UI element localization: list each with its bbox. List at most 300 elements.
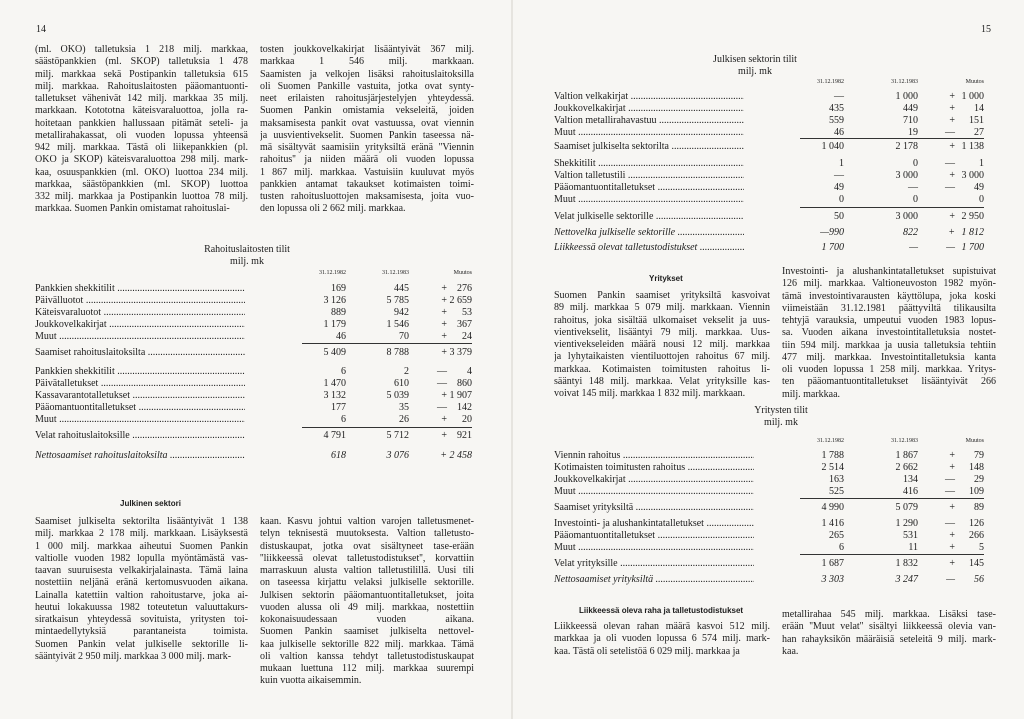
text-line: Julkisen sektorin pääomantuontitalletukset, joita [260, 589, 474, 601]
cell-1983: 26 [399, 414, 409, 425]
text-line: on taseessa kirjattu velaksi julkiselle sektorille. [260, 577, 474, 589]
cell-1982: 177 [331, 402, 346, 413]
change-sign: — [945, 127, 955, 138]
text-line: sa. Vuoden aikana investointitalletuksia nostet- [782, 327, 996, 339]
cell-1983: 3 000 [895, 211, 918, 222]
cell-1983: 0 [913, 194, 918, 205]
cell-1983: 134 [903, 474, 918, 485]
table-row [554, 182, 987, 194]
text-line: markkaa. Kotimaisten toimitusten rahoitus li- [554, 363, 770, 375]
companies-table [554, 438, 987, 588]
text-line: ja uusvientivekselit. Suomen Pankin taseessa nä- [260, 129, 474, 141]
cell-1983: 1 546 [386, 319, 409, 330]
text-line: hoitetaan pankkien hallussaan pitämät seteli- ja [35, 117, 248, 129]
cell-1983: 5 039 [386, 390, 409, 401]
cell-change: 1 [979, 158, 984, 169]
table-title-financial-institutions: Rahoituslaitosten tilit milj. mk [204, 244, 290, 267]
cell-change: 109 [969, 486, 984, 497]
cell-1983: 1 867 [895, 450, 918, 461]
row-label: Käteisvaraluotot ..... [35, 307, 245, 319]
text-block-financial-institutions-2 [260, 44, 474, 216]
cell-1983: 70 [399, 331, 409, 342]
text-line: Suomen Pankin saamiset yrityksiltä kasvoivat [554, 290, 770, 301]
table-row [35, 378, 475, 390]
text-line: Suomen Pankin velat julkiselle sektorille li- [35, 638, 248, 650]
cell-change: 24 [462, 331, 472, 342]
text-line: vuoden alussa oli 49 milj. markkaa, nostettiin [260, 601, 474, 613]
row-label: Velat julkiselle sektorille ..... [554, 211, 744, 223]
column-header: Muutos [965, 438, 984, 444]
cell-change: 1 812 [961, 227, 984, 238]
table-row [554, 518, 987, 530]
change-sign: + [949, 211, 955, 222]
table-row [554, 194, 987, 206]
cell-1983: 5 785 [386, 295, 409, 306]
cell-1982: 1 700 [821, 242, 844, 253]
row-label: Muut ..... [35, 331, 245, 343]
cell-change: 56 [974, 574, 984, 585]
text-line: oli Suomen Pankille vastuita, jotka ovat synty- [260, 80, 474, 92]
text-line: viimeistään 31.12.1981 päättyviltä tilikausilta [782, 302, 996, 314]
cell-1982: 5 409 [323, 347, 346, 358]
text-line: erään ''Muut velat'' sisältyi liikkeessä olevia van- [782, 621, 996, 633]
row-label: Valtion talletustili ..... [554, 170, 744, 182]
change-sign: + [441, 295, 447, 306]
cell-change: 53 [462, 307, 472, 318]
text-line: markkaa ja oli vuoden lopussa 6 574 milj. mark- [554, 633, 770, 645]
change-sign: + [441, 390, 447, 401]
cell-1982: 2 514 [821, 462, 844, 473]
cell-change: 126 [969, 518, 984, 529]
text-line: 942 milj. markkaa. Tästä oli liikepankkien (pl. [35, 142, 248, 153]
text-line: kaa julkiselle sektorille 822 milj. markkaa. Tämä [260, 638, 474, 650]
text-line: tosten joukkovelkakirjat lisääntyivät 367 milj. [260, 44, 474, 55]
row-label: Päivälluotot ..... [35, 295, 245, 307]
cell-change: 2 458 [449, 450, 472, 461]
row-label: Liikkeessä olevat talletustodistukset ..... [554, 242, 744, 254]
table-row [35, 307, 475, 319]
text-line: 1 000 milj. markkaa aiheutui Suomen Pankin [35, 540, 248, 552]
cell-change: 1 000 [961, 91, 984, 102]
change-sign: + [949, 450, 955, 461]
table-row [554, 115, 987, 127]
cell-1983: 942 [394, 307, 409, 318]
cell-1983: 416 [903, 486, 918, 497]
cell-1983: 610 [394, 378, 409, 389]
change-sign: + [949, 141, 955, 152]
cell-change: 79 [974, 450, 984, 461]
cell-1982: 1 470 [323, 378, 346, 389]
row-label: Joukkovelkakirjat ..... [554, 103, 744, 115]
change-sign: — [945, 518, 955, 529]
cell-1982: 1 687 [821, 558, 844, 569]
text-line: valtiolle vuoden 1982 lopulla myöntämästä vas- [35, 552, 248, 564]
cell-change: 1 907 [449, 390, 472, 401]
change-sign: + [948, 227, 955, 238]
text-line: voivat 145 milj. markkaa 1 832 milj. markkaan. [554, 388, 746, 399]
cell-1983: 710 [903, 115, 918, 126]
row-label: Muut ..... [554, 486, 754, 498]
cell-change: 266 [969, 530, 984, 541]
row-label: Valtion metallirahavastuu ..... [554, 115, 744, 127]
change-sign: + [440, 450, 447, 461]
text-line: tiin 594 milj. markkaa ja uusia talletuksia tehtiin [782, 339, 996, 351]
table-row [554, 502, 987, 514]
cell-1982: 435 [829, 103, 844, 114]
text-line: metallirahaa 545 milj. markkaa. Lisäksi tase- [782, 609, 996, 620]
section-heading-currency: Liikkeessä oleva raha ja talletustodistukset [579, 606, 744, 615]
text-line: mä sisältyvät saamisiin yrityksiltä eränä ''Viennin [260, 142, 474, 153]
column-header: 31.12.1982 [817, 79, 844, 85]
text-line: neet erilaisten rahoitusjärjestelyjen yhteydessä. [260, 93, 474, 104]
cell-change: 142 [457, 402, 472, 413]
cell-1983: 5 712 [386, 430, 409, 441]
cell-1982: 46 [336, 331, 346, 342]
change-sign: + [949, 462, 955, 473]
table-rule [800, 498, 984, 499]
cell-1983: 531 [903, 530, 918, 541]
table-row [35, 414, 475, 426]
cell-1983: 1 000 [895, 91, 918, 102]
row-label: Saamiset julkiselta sektorilta ..... [554, 141, 744, 153]
table-row [554, 486, 987, 498]
text-block-public-sector-1 [35, 516, 248, 663]
cell-1983: 8 788 [386, 347, 409, 358]
cell-1983: 19 [908, 127, 918, 138]
row-label: Nettovelka julkiselle sektorille ..... [554, 227, 744, 239]
cell-1982: 1 788 [821, 450, 844, 461]
cell-1982: 1 179 [323, 319, 346, 330]
text-line: kaa. [782, 645, 799, 657]
cell-1983: — [909, 242, 918, 253]
change-sign: + [441, 307, 447, 318]
text-line: kaan. Kasvu johtui valtion varojen talletusmenet- [260, 516, 474, 527]
row-label: Muut ..... [554, 127, 744, 139]
table-row [35, 331, 475, 343]
text-line: Investointi- ja alushankintatalletukset supistuivat [782, 266, 996, 277]
text-line: kuin vuotta aikaisemmin. [260, 675, 362, 687]
change-sign: + [949, 170, 955, 181]
text-line: Liikkeessä olevan rahan määrä kasvoi 512 milj. [554, 621, 770, 632]
text-line: markkaa 1 546 milj. markkaan. [260, 56, 474, 68]
text-line: 477 milj. markkaa. Investointitalletuksia kanta [782, 351, 996, 363]
text-line: nostettiin neljänä eränä kertomusvuoden aikana. [35, 577, 248, 589]
text-line: 332 milj. markkaa ja Postipankin luottoa 78 milj. [35, 191, 248, 202]
row-label: Muut ..... [554, 542, 754, 554]
text-line: ja lyhytaikaisten vientiluottojen rahoitus 67 milj. [554, 351, 770, 363]
text-line: sääntyivät 2 950 milj. markkaa 3 000 milj. mark- [35, 650, 232, 662]
table-row [35, 295, 475, 307]
change-sign: + [949, 115, 955, 126]
table-row [554, 474, 987, 486]
page-number-left: 14 [36, 24, 46, 35]
row-label: Joukkovelkakirjat ..... [554, 474, 754, 486]
cell-change: 5 [979, 542, 984, 553]
cell-1982: 0 [839, 194, 844, 205]
cell-change: 367 [457, 319, 472, 330]
change-sign: — [945, 486, 955, 497]
change-sign: + [441, 347, 447, 358]
cell-1983: 3 000 [895, 170, 918, 181]
table-rule [302, 343, 472, 344]
cell-1982: 525 [829, 486, 844, 497]
table-row [554, 450, 987, 462]
text-line: metallirahakassat, oli vuoden lopussa yhteensä [35, 129, 248, 141]
text-line: (ml. OKO) talletuksia 1 218 milj. markkaa, [35, 44, 248, 55]
row-label: Saamiset rahoituslaitoksilta ..... [35, 347, 245, 359]
cell-1983: 3 247 [895, 574, 918, 585]
change-sign: — [945, 182, 955, 193]
row-label: Viennin rahoitus ..... [554, 450, 754, 462]
cell-change: 860 [457, 378, 472, 389]
cell-change: 49 [974, 182, 984, 193]
text-line: pankkien antamat takaukset kotimaisten toimi- [260, 178, 474, 190]
table-row [554, 462, 987, 474]
text-line: markkaan. Kotototna käteisvaraluottoa, jolla ra- [35, 105, 248, 117]
text-line: mukaan luettuna 112 milj. markkaa suurempi [260, 663, 474, 674]
cell-1982: 889 [331, 307, 346, 318]
text-line: OKO ja SKOP) käteisvaraluottoa 298 milj. mark- [35, 154, 248, 166]
public-sector-table [554, 79, 987, 257]
table-row [554, 211, 987, 223]
row-label: Kotimaisten toimitusten rahoitus ..... [554, 462, 754, 474]
change-sign: — [946, 574, 955, 585]
text-line: distuskaupat, jotka ovat sisältyneet tase-erään [260, 540, 474, 552]
row-label: Valtion velkakirjat ..... [554, 91, 744, 103]
text-block-public-sector-2 [260, 516, 474, 688]
text-line: maksamisesta pankit ovat vastuussa, ovat viennin [260, 117, 474, 129]
change-sign: + [441, 331, 447, 342]
text-block-companies-2 [782, 266, 996, 401]
cell-change: 3 379 [449, 347, 472, 358]
cell-1983: 35 [399, 402, 409, 413]
cell-1982: 1 [839, 158, 844, 169]
change-sign: + [949, 91, 955, 102]
cell-1983: 5 079 [895, 502, 918, 513]
cell-1983: 445 [394, 283, 409, 294]
column-header: 31.12.1983 [891, 438, 918, 444]
text-line: oli valtion kanssa tehdyt talletustodistuskaupat [260, 650, 474, 662]
change-sign: — [437, 366, 447, 377]
change-sign: + [949, 542, 955, 553]
text-line: kokonaisuudessaan vuoden aikana. [260, 614, 474, 625]
text-line: markkaa. Suomen Pankin omistamat rahoituslai- [35, 203, 230, 215]
cell-1982: 169 [331, 283, 346, 294]
table-rule [302, 427, 472, 428]
cell-1982: 265 [829, 530, 844, 541]
table-rule [800, 554, 984, 555]
change-sign: + [949, 502, 955, 513]
table-row [35, 390, 475, 402]
cell-change: 29 [974, 474, 984, 485]
cell-1983: 1 832 [895, 558, 918, 569]
table-row [35, 283, 475, 295]
text-line: sääntyi 148 milj. markkaa. Velat yrityksille kas- [554, 375, 770, 387]
cell-1982: 618 [331, 450, 346, 461]
cell-change: 0 [979, 194, 984, 205]
cell-1983: 11 [908, 542, 918, 553]
table-row [554, 103, 987, 115]
cell-1983: 0 [913, 158, 918, 169]
table-row [554, 542, 987, 554]
text-line: kaa, osuuspankkien (ml. OKO) luottoa 234 milj. [35, 166, 248, 178]
cell-1983: 822 [903, 227, 918, 238]
cell-1982: — [834, 91, 844, 102]
row-label: Nettosaamiset rahoituslaitoksilta ..... [35, 450, 245, 462]
cell-1982: 46 [834, 127, 844, 138]
cell-change: 2 950 [961, 211, 984, 222]
text-line: Suomen Pankin saamiset julkiselta nettovel- [260, 626, 474, 638]
cell-1982: —990 [820, 227, 844, 238]
text-line: Saamisten ja velkojen lisäksi rahoituslaitoksilla [260, 68, 474, 80]
text-line: säästöpankkien (ml. SKOP) talletuksia 1 478 [35, 56, 248, 68]
row-label: Pankkien shekkitilit ..... [35, 283, 245, 295]
change-sign: — [946, 242, 955, 253]
text-line: 126 milj. markkaa. Valtioneuvoston 1982 myön- [782, 278, 996, 290]
column-header: 31.12.1983 [382, 270, 409, 276]
cell-1982: 1 416 [821, 518, 844, 529]
column-header: Muutos [453, 270, 472, 276]
cell-1982: 163 [829, 474, 844, 485]
cell-change: 14 [974, 103, 984, 114]
table-row [35, 450, 475, 462]
row-label: Velat yrityksille ..... [554, 558, 754, 570]
cell-change: 89 [974, 502, 984, 513]
cell-change: 1 138 [961, 141, 984, 152]
cell-change: 4 [467, 366, 472, 377]
cell-change: 148 [969, 462, 984, 473]
change-sign: — [437, 402, 447, 413]
section-heading-public-sector: Julkinen sektori [120, 499, 181, 508]
text-line: rahoitus'' ja niiden määrä oli vuoden lopussa [260, 154, 474, 166]
text-block-financial-institutions-1 [35, 44, 248, 216]
cell-1982: — [834, 170, 844, 181]
table-row [554, 227, 987, 239]
text-line: 89 milj. markkaa 5 079 milj. markkaan. Viennin [554, 302, 770, 314]
cell-change: 276 [457, 283, 472, 294]
table-row [35, 366, 475, 378]
row-label: Muut ..... [554, 194, 744, 206]
cell-1982: 6 [341, 414, 346, 425]
text-line: ''liikkeessä olevat talletustodistukset'', korvattiin [260, 552, 474, 564]
text-line: marraskuun alusta valtion talletustilillä. Uusi tili [260, 565, 474, 576]
text-line: han rahayksikön määräisiä seteleitä 9 milj. mark- [782, 633, 996, 645]
cell-1983: 1 290 [895, 518, 918, 529]
row-label: Pääomantuontitalletukset ..... [35, 402, 245, 414]
change-sign: + [949, 558, 955, 569]
text-line: vientivekseleiden määrä nousi 12 milj. markkaa [554, 339, 770, 350]
table-row [35, 402, 475, 414]
text-line: taavan suuruisesta velkakirjalainasta. Tämä laina [35, 565, 248, 576]
table-rule [800, 138, 984, 139]
cell-change: 921 [457, 430, 472, 441]
change-sign: + [441, 283, 447, 294]
table-row [554, 141, 987, 153]
change-sign: + [441, 414, 447, 425]
table-row [35, 319, 475, 331]
cell-1983: 2 [404, 366, 409, 377]
section-heading-companies: Yritykset [649, 274, 683, 283]
text-line: mintaedellytyksiä parantaneista toimista. [35, 626, 248, 638]
text-line: milj. markkaa. Rahoituslaitosten pääomantuonti- [35, 80, 248, 92]
change-sign: + [441, 319, 447, 330]
table-title-public-sector: Julkisen sektorin tilit milj. mk [713, 54, 797, 77]
row-label: Velat rahoituslaitoksille ..... [35, 430, 245, 442]
row-label: Shekkitilit ..... [554, 158, 744, 170]
change-sign: — [945, 474, 955, 485]
text-line: ten pääomantuontitalletukset lisääntyivät 266 [782, 376, 996, 388]
row-label: Investointi- ja alushankintatalletukset ..... [554, 518, 754, 530]
text-line: Suomen Pankin omistamia vekseleitä, joiden [260, 105, 474, 117]
table-rule [800, 207, 984, 208]
cell-change: 3 000 [961, 170, 984, 181]
financial-institutions-table [35, 270, 475, 460]
table-row [35, 430, 475, 442]
row-label: Joukkovelkakirjat ..... [35, 319, 245, 331]
table-row [554, 574, 987, 586]
text-line: milj. markkaa. [782, 388, 841, 400]
row-label: Päivätalletukset ..... [35, 378, 245, 390]
text-line: Lainalla katettiin valtion rahoitustarve, joka ai- [35, 589, 248, 601]
text-line: oli vuoden lopussa 1 258 milj. markkaa. Yritys- [782, 364, 996, 375]
cell-1982: 50 [834, 211, 844, 222]
table-row [554, 158, 987, 170]
cell-1983: 3 076 [386, 450, 409, 461]
row-label: Nettosaamiset yrityksiltä ..... [554, 574, 754, 586]
change-sign: + [949, 103, 955, 114]
text-line: milj. markkaa 2 178 milj. markkaan. Lisäyksestä [35, 528, 248, 540]
row-label: Saamiset yrityksiltä ..... [554, 502, 754, 514]
text-line: milj. markkaa sekä Postipankin talletuksia 615 [35, 68, 248, 80]
cell-1982: 1 040 [821, 141, 844, 152]
text-line: rahoitus, joka sisältää ulkomaiset vekselit ja uus- [554, 314, 770, 326]
cell-change: 145 [969, 558, 984, 569]
cell-1982: 3 132 [323, 390, 346, 401]
text-line: 1 867 milj. markkaa. Vastuisiin kuuluvat myös [260, 166, 474, 178]
text-line: heutui lokakuussa 1982 toteutetun valuuttakurs- [35, 601, 248, 613]
text-line: kaa. Tästä oli setelistöä 6 029 milj. markkaa ja [554, 645, 740, 657]
table-title-companies: Yritysten tilit milj. mk [754, 405, 808, 428]
table-row [554, 242, 987, 254]
cell-1982: 4 791 [323, 430, 346, 441]
column-header: Muutos [965, 79, 984, 85]
text-line: tehtyjä varauksia, umpeutui vuoden 1983 lopus- [782, 315, 996, 326]
text-line: tämä investointivarausten käyttölupa, joka koski [782, 290, 996, 302]
cell-change: 20 [462, 414, 472, 425]
text-block-currency-1 [554, 621, 770, 658]
text-line: siratkaisun yhteydessä sovituista, yritysten toi- [35, 614, 248, 625]
cell-1983: 2 178 [895, 141, 918, 152]
row-label: Kassavarantotalletukset ..... [35, 390, 245, 402]
column-header: 31.12.1983 [891, 79, 918, 85]
cell-change: 151 [969, 115, 984, 126]
column-header: 31.12.1982 [817, 438, 844, 444]
change-sign: — [945, 158, 955, 169]
text-block-currency-2 [782, 609, 996, 658]
column-header: 31.12.1982 [319, 270, 346, 276]
row-label: Pääomantuontitalletukset ..... [554, 182, 744, 194]
table-row [554, 558, 987, 570]
cell-1982: 6 [839, 542, 844, 553]
cell-1982: 3 126 [323, 295, 346, 306]
change-sign: + [949, 530, 955, 541]
change-sign: + [441, 430, 447, 441]
cell-1982: 559 [829, 115, 844, 126]
cell-change: 1 700 [961, 242, 984, 253]
cell-1983: — [908, 182, 918, 193]
row-label: Pääomantuontitalletukset ..... [554, 530, 754, 542]
row-label: Muut ..... [35, 414, 245, 426]
